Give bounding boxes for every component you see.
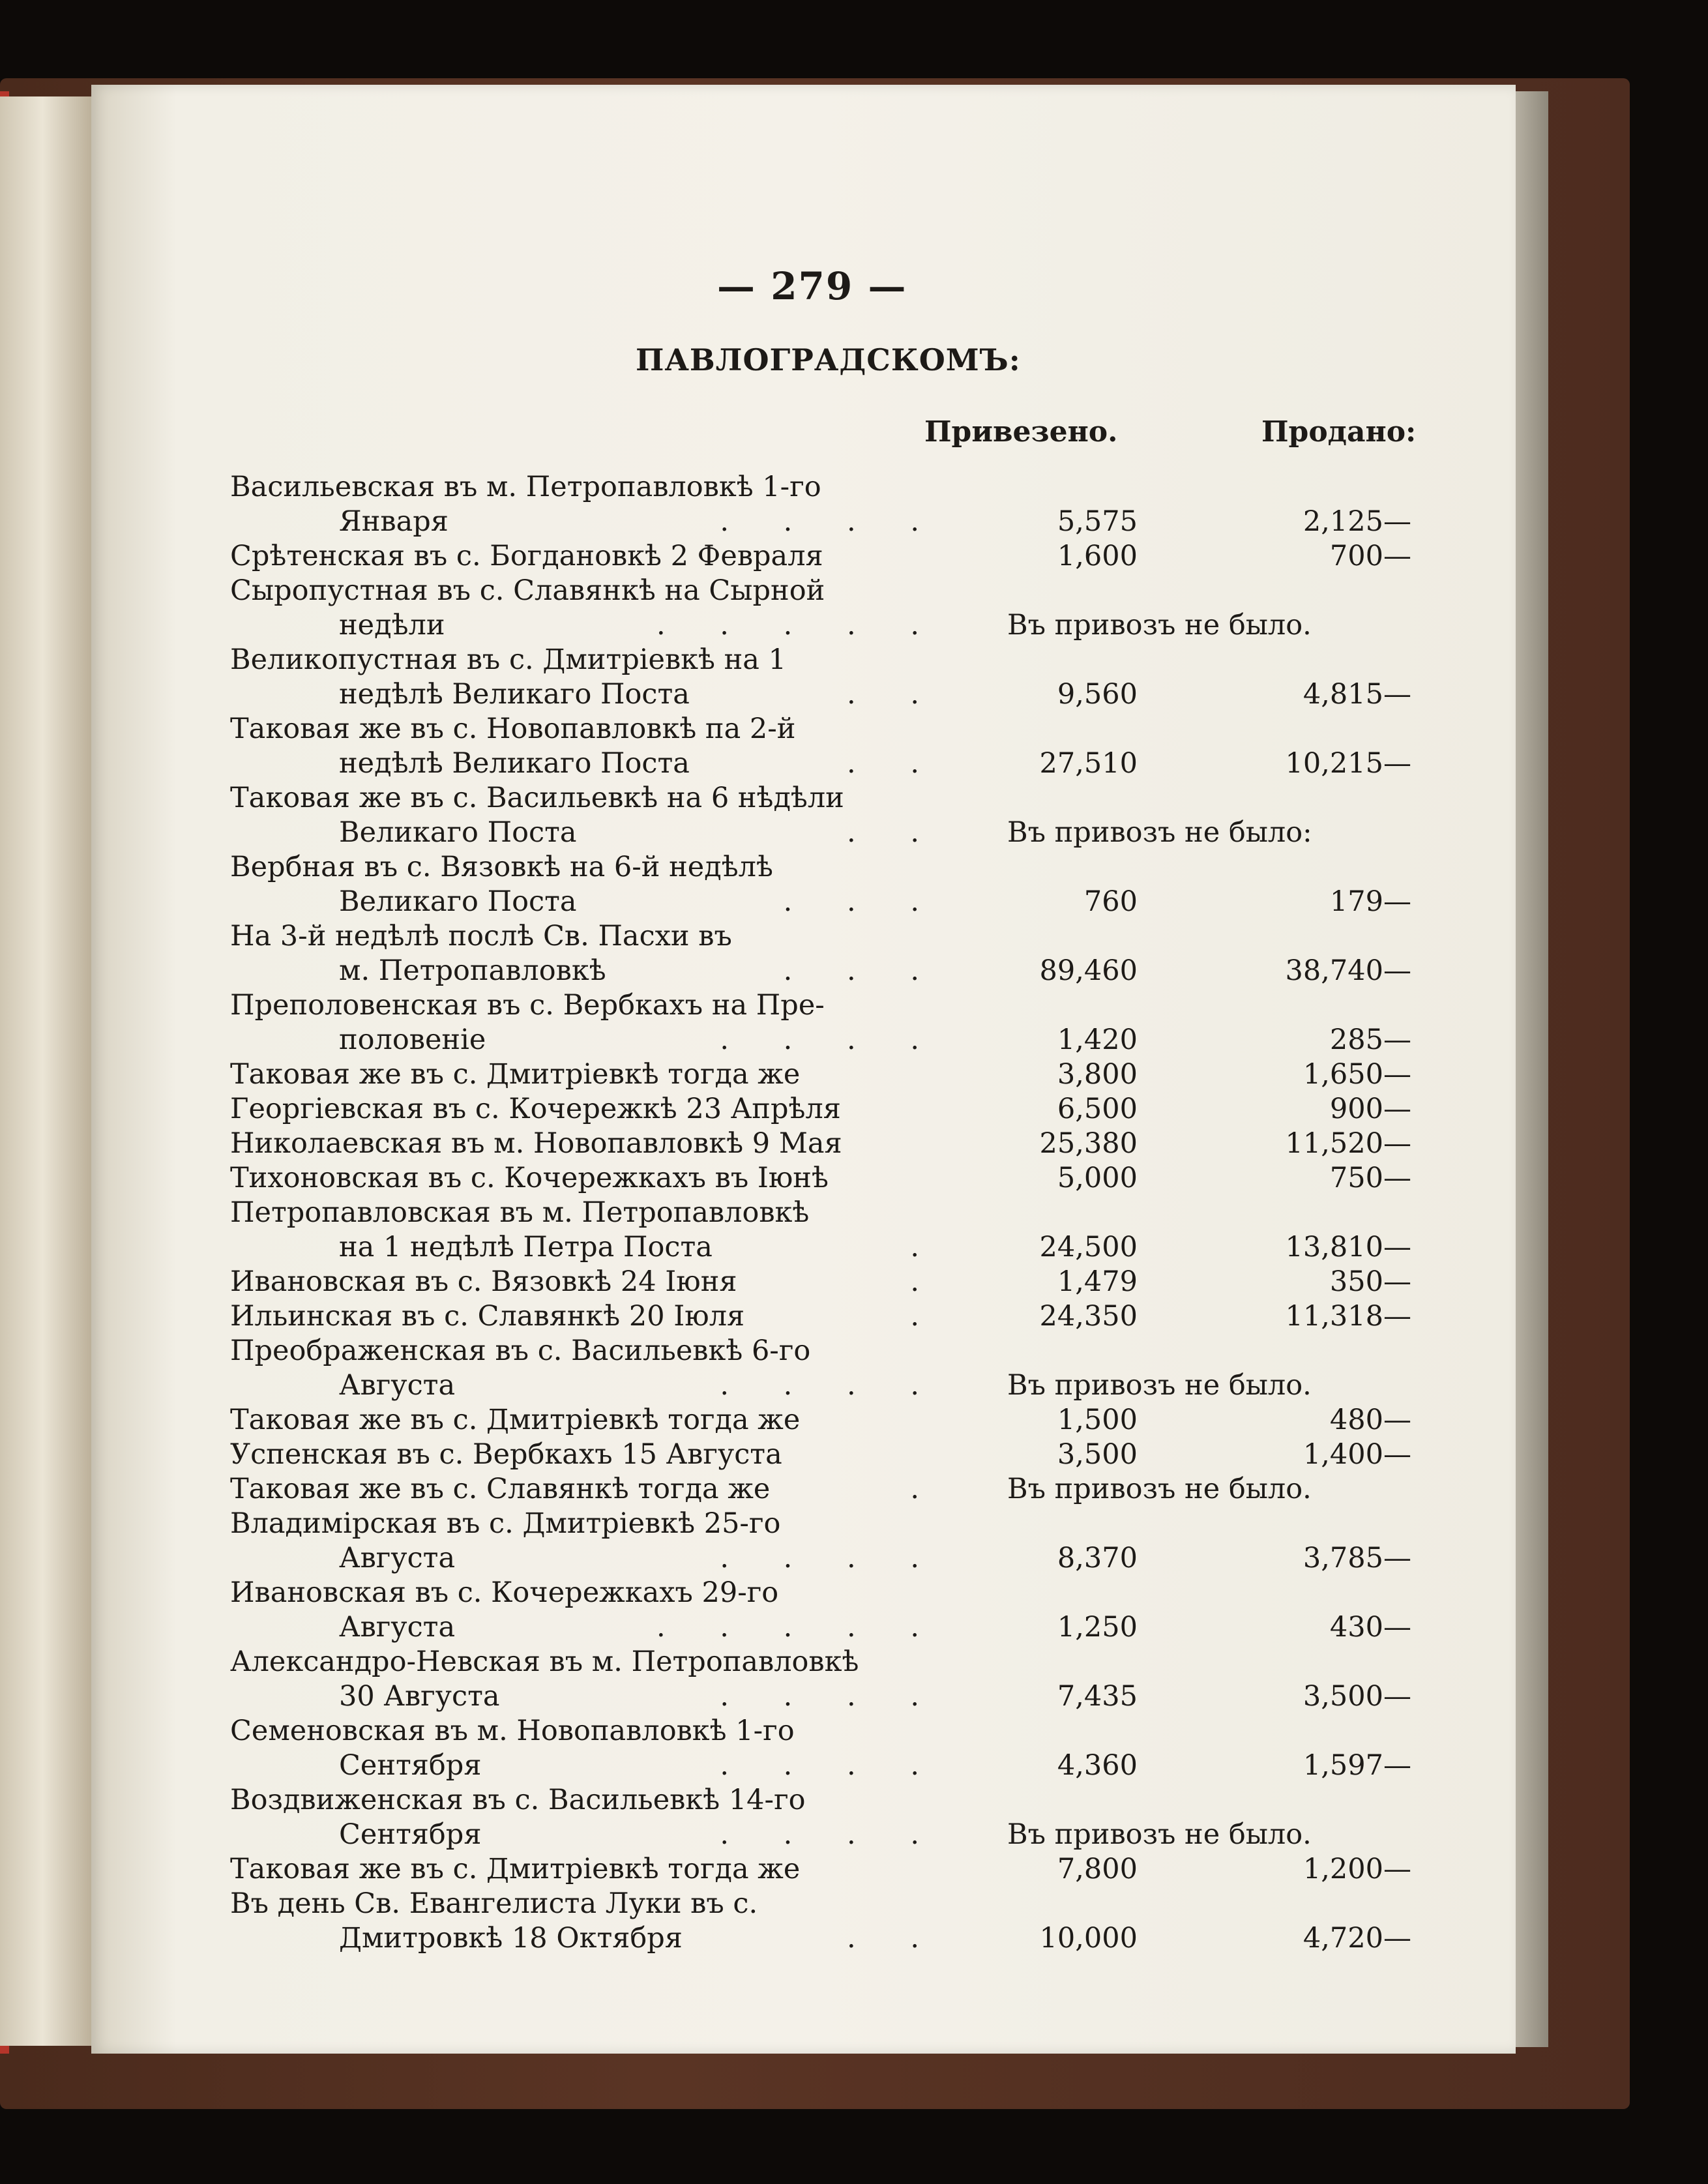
sold-value: 750— (1329, 1162, 1411, 1194)
table-row (0, 1196, 1708, 1232)
fair-name: Ивановская въ с. Вязовкѣ 24 Іюня (230, 1265, 737, 1298)
fair-name: Преполовенская въ с. Вербкахъ на Пре- (230, 989, 825, 1022)
fair-name: Воздвиженская въ с. Васильевкѣ 14-го (230, 1784, 806, 1816)
table-row (0, 920, 1708, 955)
brought-value: 89,460 (1039, 954, 1138, 987)
dot-leaders: . . (846, 747, 919, 780)
brought-value: 760 (1083, 885, 1138, 918)
brought-value: 24,500 (1039, 1231, 1138, 1263)
sold-value: 4,720— (1303, 1922, 1411, 1955)
table-row (0, 1093, 1708, 1128)
dot-leaders: . . . . (720, 1542, 919, 1574)
sold-value: 285— (1329, 1024, 1411, 1056)
table-row (0, 1404, 1708, 1439)
fair-name: Сентября (339, 1749, 482, 1782)
sold-value: 38,740— (1285, 954, 1411, 987)
dot-leaders: . . (846, 1922, 919, 1955)
fair-name: 30 Августа (339, 1680, 500, 1713)
table-row (0, 782, 1708, 817)
table-row (0, 1853, 1708, 1888)
fair-name: Васильевская въ м. Петропавловкѣ 1-го (230, 471, 821, 503)
brought-value: 6,500 (1057, 1093, 1138, 1125)
table-row (0, 1715, 1708, 1750)
table-row (0, 1024, 1708, 1059)
brought-value: 1,479 (1057, 1265, 1138, 1298)
sold-value: 11,520— (1285, 1127, 1411, 1160)
fair-name: Великопустная въ с. Дмитріевкѣ на 1 (230, 643, 786, 676)
fair-name: Великаго Поста (339, 885, 577, 918)
table-row (0, 471, 1708, 506)
dot-leaders: . . . . . (656, 1611, 919, 1644)
fair-name: Срѣтенская въ с. Богдановкѣ 2 Февраля (230, 540, 823, 572)
fair-name: Января (339, 505, 449, 538)
fair-name: Августа (339, 1611, 456, 1644)
fair-name: Николаевская въ м. Новопавловкѣ 9 Мая (230, 1127, 842, 1160)
table-row (0, 678, 1708, 713)
fair-name: половеніе (339, 1024, 486, 1056)
fair-name: Таковая же въ с. Новопавловкѣ па 2-й (230, 713, 796, 745)
fair-name: Ильинская въ с. Славянкѣ 20 Іюля (230, 1300, 745, 1333)
dot-leaders: . . . . (720, 1369, 919, 1402)
dot-leaders: . . . . (720, 1680, 919, 1713)
table-row (0, 851, 1708, 886)
dot-leaders: . (910, 1265, 919, 1298)
brought-value: 1,600 (1057, 540, 1138, 572)
fair-name: Таковая же въ с. Дмитріевкѣ тогда же (230, 1853, 801, 1885)
sold-value: 700— (1329, 540, 1411, 572)
table-row (0, 816, 1708, 851)
brought-value: 1,420 (1057, 1024, 1138, 1056)
table-row (0, 1300, 1708, 1335)
brought-value: 9,560 (1057, 678, 1138, 711)
fair-name: м. Петропавловкѣ (339, 954, 606, 987)
section-title: ПАВЛОГРАДСКОМЪ: (636, 342, 1021, 377)
fair-name: недѣлѣ Великаго Поста (339, 678, 690, 711)
fair-name: Августа (339, 1542, 456, 1574)
table-row (0, 989, 1708, 1024)
brought-value: 3,800 (1057, 1058, 1138, 1091)
table-row (0, 1127, 1708, 1162)
sold-value: 1,400— (1303, 1438, 1411, 1471)
dot-leaders: . . . . (720, 505, 919, 538)
fair-name: Таковая же въ с. Васильевкѣ на 6 нѣдѣли (230, 782, 844, 814)
table-row (0, 540, 1708, 575)
brought-value: 27,510 (1039, 747, 1138, 780)
fair-name: недѣли (339, 609, 445, 642)
table-row (0, 609, 1708, 644)
fair-name: Таковая же въ с. Дмитріевкѣ тогда же (230, 1058, 801, 1091)
table-row (0, 747, 1708, 782)
sold-value: 480— (1329, 1404, 1411, 1436)
fair-name: Дмитровкѣ 18 Октября (339, 1922, 683, 1955)
sold-value: 1,597— (1303, 1749, 1411, 1782)
sold-value: 4,815— (1303, 678, 1411, 711)
table-row (0, 643, 1708, 679)
fair-name: Таковая же въ с. Дмитріевкѣ тогда же (230, 1404, 801, 1436)
no-delivery-note: Въ привозъ не было. (1007, 609, 1312, 642)
brought-value: 7,435 (1057, 1680, 1138, 1713)
fair-name: на 1 недѣлѣ Петра Поста (339, 1231, 713, 1263)
fair-name: недѣлѣ Великаго Поста (339, 747, 690, 780)
fair-name: Вербная въ с. Вязовкѣ на 6-й недѣлѣ (230, 851, 773, 883)
sold-value: 2,125— (1303, 505, 1411, 538)
sold-value: 1,650— (1303, 1058, 1411, 1091)
table-row (0, 1265, 1708, 1301)
dot-leaders: . . (846, 816, 919, 849)
table-row (0, 954, 1708, 990)
no-delivery-note: Въ привозъ не было: (1007, 816, 1312, 849)
fair-name: Успенская въ с. Вербкахъ 15 Августа (230, 1438, 782, 1471)
fair-name: Семеновская въ м. Новопавловкѣ 1-го (230, 1715, 795, 1747)
dot-leaders: . . (846, 678, 919, 711)
sold-value: 1,200— (1303, 1853, 1411, 1885)
table-row (0, 1749, 1708, 1784)
sold-value: 3,500— (1303, 1680, 1411, 1713)
fair-name: Петропавловская въ м. Петропавловкѣ (230, 1196, 810, 1229)
table-row (0, 713, 1708, 748)
sold-value: 179— (1329, 885, 1411, 918)
table-row (0, 1542, 1708, 1577)
brought-value: 1,250 (1057, 1611, 1138, 1644)
table-row (0, 1369, 1708, 1404)
table-row (0, 1162, 1708, 1197)
brought-value: 5,000 (1057, 1162, 1138, 1194)
sold-value: 900— (1329, 1093, 1411, 1125)
dot-leaders: . (910, 1231, 919, 1263)
brought-value: 25,380 (1039, 1127, 1138, 1160)
brought-value: 5,575 (1057, 505, 1138, 538)
column-header-brought: Привезено. (924, 415, 1118, 449)
dot-leaders: . (910, 1300, 919, 1333)
table-row (0, 574, 1708, 610)
table-row (0, 1922, 1708, 1957)
brought-value: 10,000 (1039, 1922, 1138, 1955)
dot-leaders: . . . . (720, 1749, 919, 1782)
brought-value: 8,370 (1057, 1542, 1138, 1574)
table-row (0, 1680, 1708, 1715)
dot-leaders: . . . (783, 954, 919, 987)
fair-name: Августа (339, 1369, 456, 1402)
brought-value: 7,800 (1057, 1853, 1138, 1885)
fair-name: Тихоновская въ с. Кочережкахъ въ Іюнѣ (230, 1162, 829, 1194)
sold-value: 10,215— (1285, 747, 1411, 780)
table-row (0, 1335, 1708, 1370)
dot-leaders: . (910, 1473, 919, 1505)
fair-name: Георгіевская въ с. Кочережкѣ 23 Апрѣля (230, 1093, 841, 1125)
table-row (0, 1887, 1708, 1923)
fair-name: На 3-й недѣлѣ послѣ Св. Пасхи въ (230, 920, 732, 952)
table-row (0, 1231, 1708, 1266)
brought-value: 4,360 (1057, 1749, 1138, 1782)
fair-name: Ивановская въ с. Кочережкахъ 29-го (230, 1576, 779, 1609)
dot-leaders: . . . . . (656, 609, 919, 642)
brought-value: 1,500 (1057, 1404, 1138, 1436)
no-delivery-note: Въ привозъ не было. (1007, 1369, 1312, 1402)
no-delivery-note: Въ привозъ не было. (1007, 1473, 1312, 1505)
table-row (0, 1438, 1708, 1473)
table-row (0, 1645, 1708, 1681)
dot-leaders: . . . (783, 885, 919, 918)
fair-name: Владимірская въ с. Дмитріевкѣ 25-го (230, 1507, 781, 1540)
fair-name: Въ день Св. Евангелиста Луки въ с. (230, 1887, 758, 1920)
sold-value: 430— (1329, 1611, 1411, 1644)
fair-name: Александро-Невская въ м. Петропавловкѣ (230, 1645, 859, 1678)
table-row (0, 1576, 1708, 1612)
table-row (0, 1611, 1708, 1646)
brought-value: 3,500 (1057, 1438, 1138, 1471)
sold-value: 13,810— (1285, 1231, 1411, 1263)
table-row (0, 1784, 1708, 1819)
dot-leaders: . . . . (720, 1024, 919, 1056)
dot-leaders: . . . . (720, 1818, 919, 1851)
sold-value: 3,785— (1303, 1542, 1411, 1574)
fair-name: Таковая же въ с. Славянкѣ тогда же (230, 1473, 771, 1505)
table-row (0, 1473, 1708, 1508)
fair-name: Сыропустная въ с. Славянкѣ на Сырной (230, 574, 825, 607)
fair-name: Преображенская въ с. Васильевкѣ 6-го (230, 1335, 811, 1367)
table-row (0, 1058, 1708, 1093)
fair-name: Великаго Поста (339, 816, 577, 849)
column-header-sold: Продано: (1261, 415, 1417, 449)
no-delivery-note: Въ привозъ не было. (1007, 1818, 1312, 1851)
table-row (0, 1507, 1708, 1542)
table-row (0, 505, 1708, 540)
table-row (0, 1818, 1708, 1853)
page-number: — 279 — (717, 264, 907, 308)
table-row (0, 885, 1708, 921)
sold-value: 11,318— (1285, 1300, 1411, 1333)
sold-value: 350— (1329, 1265, 1411, 1298)
brought-value: 24,350 (1039, 1300, 1138, 1333)
fair-name: Сентября (339, 1818, 482, 1851)
